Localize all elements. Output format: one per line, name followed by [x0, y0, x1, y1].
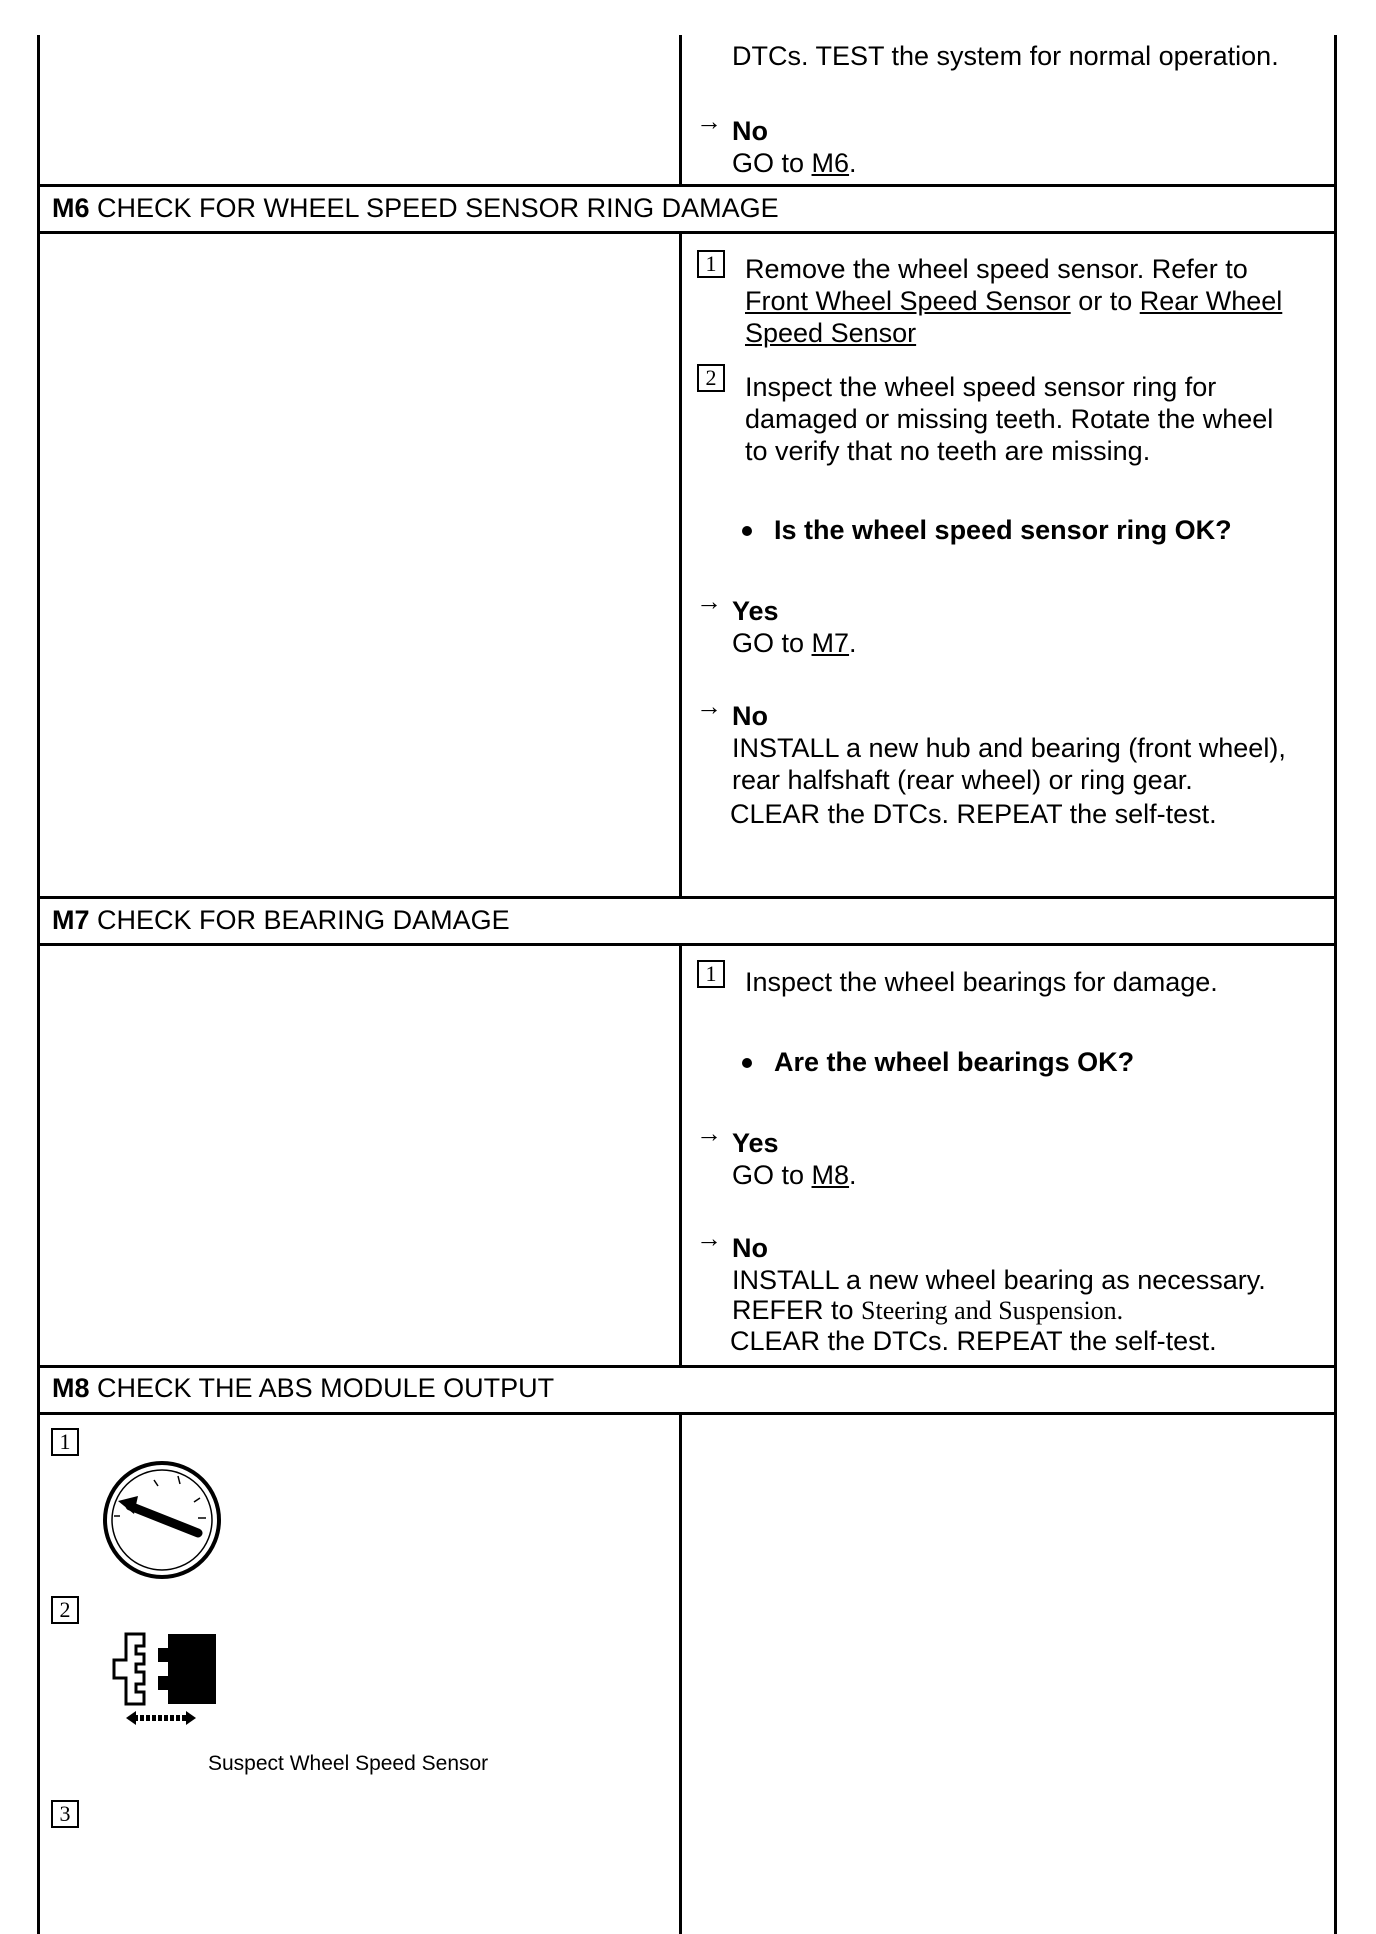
- section-id: M8: [52, 1373, 90, 1403]
- no-text: INSTALL a new hub and bearing (front wheel),: [732, 733, 1286, 763]
- row-divider: [37, 1365, 1337, 1368]
- yes-label: Yes: [732, 596, 779, 626]
- arrow-icon: →: [696, 586, 722, 616]
- steering-suspension-reference: Steering and Suspension.: [861, 1296, 1124, 1325]
- no-label: No: [732, 1233, 768, 1263]
- table-middle-divider-m6: [679, 234, 682, 899]
- bullet-icon: [742, 526, 752, 536]
- refer-prefix: REFER to: [732, 1295, 862, 1325]
- step-text: to verify that no teeth are missing.: [745, 436, 1151, 466]
- section-header-m8: [52, 1372, 554, 1404]
- arrow-icon: →: [696, 106, 722, 136]
- section-id: M7: [52, 905, 90, 935]
- step-number-box: 1: [51, 1428, 79, 1456]
- step-number-box: 1: [697, 250, 725, 278]
- row-divider: [37, 896, 1337, 899]
- table-middle-divider-m7: [679, 946, 682, 1368]
- goto-line: [732, 627, 857, 659]
- arrow-icon: →: [696, 1118, 722, 1148]
- goto-line: [732, 147, 857, 179]
- goto-prefix: GO to: [732, 1160, 812, 1190]
- bullet-icon: [742, 1058, 752, 1068]
- ignition-switch-icon: [100, 1458, 224, 1582]
- question: Are the wheel bearings OK?: [774, 1047, 1135, 1077]
- step-caption: Suspect Wheel Speed Sensor: [208, 1752, 489, 1775]
- step-text-links: [745, 285, 1282, 317]
- goto-link-m7[interactable]: M7: [811, 628, 850, 658]
- table-left-border: [37, 35, 40, 1934]
- row-divider: [37, 231, 1337, 234]
- rear-wheel-speed-sensor-link[interactable]: Rear Wheel: [1139, 286, 1283, 316]
- connector-disconnect-icon: [104, 1628, 224, 1728]
- no-text: rear halfshaft (rear wheel) or ring gear.: [732, 765, 1193, 795]
- goto-suffix: .: [849, 1160, 857, 1190]
- arrow-icon: →: [696, 1223, 722, 1253]
- no-text-refer: [732, 1294, 1123, 1327]
- step-number-box: 2: [51, 1596, 79, 1624]
- section-title: CHECK THE ABS MODULE OUTPUT: [97, 1373, 555, 1403]
- goto-link-m6[interactable]: M6: [811, 148, 850, 178]
- no-text: CLEAR the DTCs. REPEAT the self-test.: [730, 1326, 1217, 1356]
- no-text: INSTALL a new wheel bearing as necessary.: [732, 1265, 1266, 1295]
- goto-prefix: GO to: [732, 628, 812, 658]
- goto-line: [732, 1159, 857, 1191]
- step-text: Remove the wheel speed sensor. Refer to: [745, 254, 1248, 284]
- continued-text: DTCs. TEST the system for normal operation.: [732, 41, 1279, 71]
- table-right-border: [1334, 35, 1337, 1934]
- arrow-icon: →: [696, 691, 722, 721]
- no-label: No: [732, 116, 768, 146]
- step-text: Inspect the wheel bearings for damage.: [745, 967, 1218, 997]
- front-wheel-speed-sensor-link[interactable]: Front Wheel Speed Sensor: [745, 286, 1071, 316]
- row-divider: [37, 184, 1337, 187]
- table-middle-divider-m8: [679, 1415, 682, 1934]
- goto-suffix: .: [849, 148, 857, 178]
- row-divider: [37, 1412, 1337, 1415]
- step-text-or: or to: [1070, 286, 1140, 316]
- section-title: CHECK FOR WHEEL SPEED SENSOR RING DAMAGE: [97, 193, 779, 223]
- section-title: CHECK FOR BEARING DAMAGE: [97, 905, 510, 935]
- step-number-box: 3: [51, 1800, 79, 1828]
- row-divider: [37, 943, 1337, 946]
- section-id: M6: [52, 193, 90, 223]
- section-header-m7: [52, 904, 510, 936]
- step-text: damaged or missing teeth. Rotate the wheel: [745, 404, 1274, 434]
- goto-link-m8[interactable]: M8: [811, 1160, 850, 1190]
- step-number-box: 2: [697, 364, 725, 392]
- rear-wheel-speed-sensor-link[interactable]: Speed Sensor: [745, 318, 917, 348]
- no-text: CLEAR the DTCs. REPEAT the self-test.: [730, 799, 1217, 829]
- no-label: No: [732, 701, 768, 731]
- step-number-box: 1: [697, 960, 725, 988]
- step-text: Inspect the wheel speed sensor ring for: [745, 372, 1217, 402]
- goto-suffix: .: [849, 628, 857, 658]
- yes-label: Yes: [732, 1128, 779, 1158]
- section-header-m6: [52, 192, 779, 224]
- question: Is the wheel speed sensor ring OK?: [774, 515, 1232, 545]
- goto-prefix: GO to: [732, 148, 812, 178]
- table-middle-divider-top: [679, 35, 682, 187]
